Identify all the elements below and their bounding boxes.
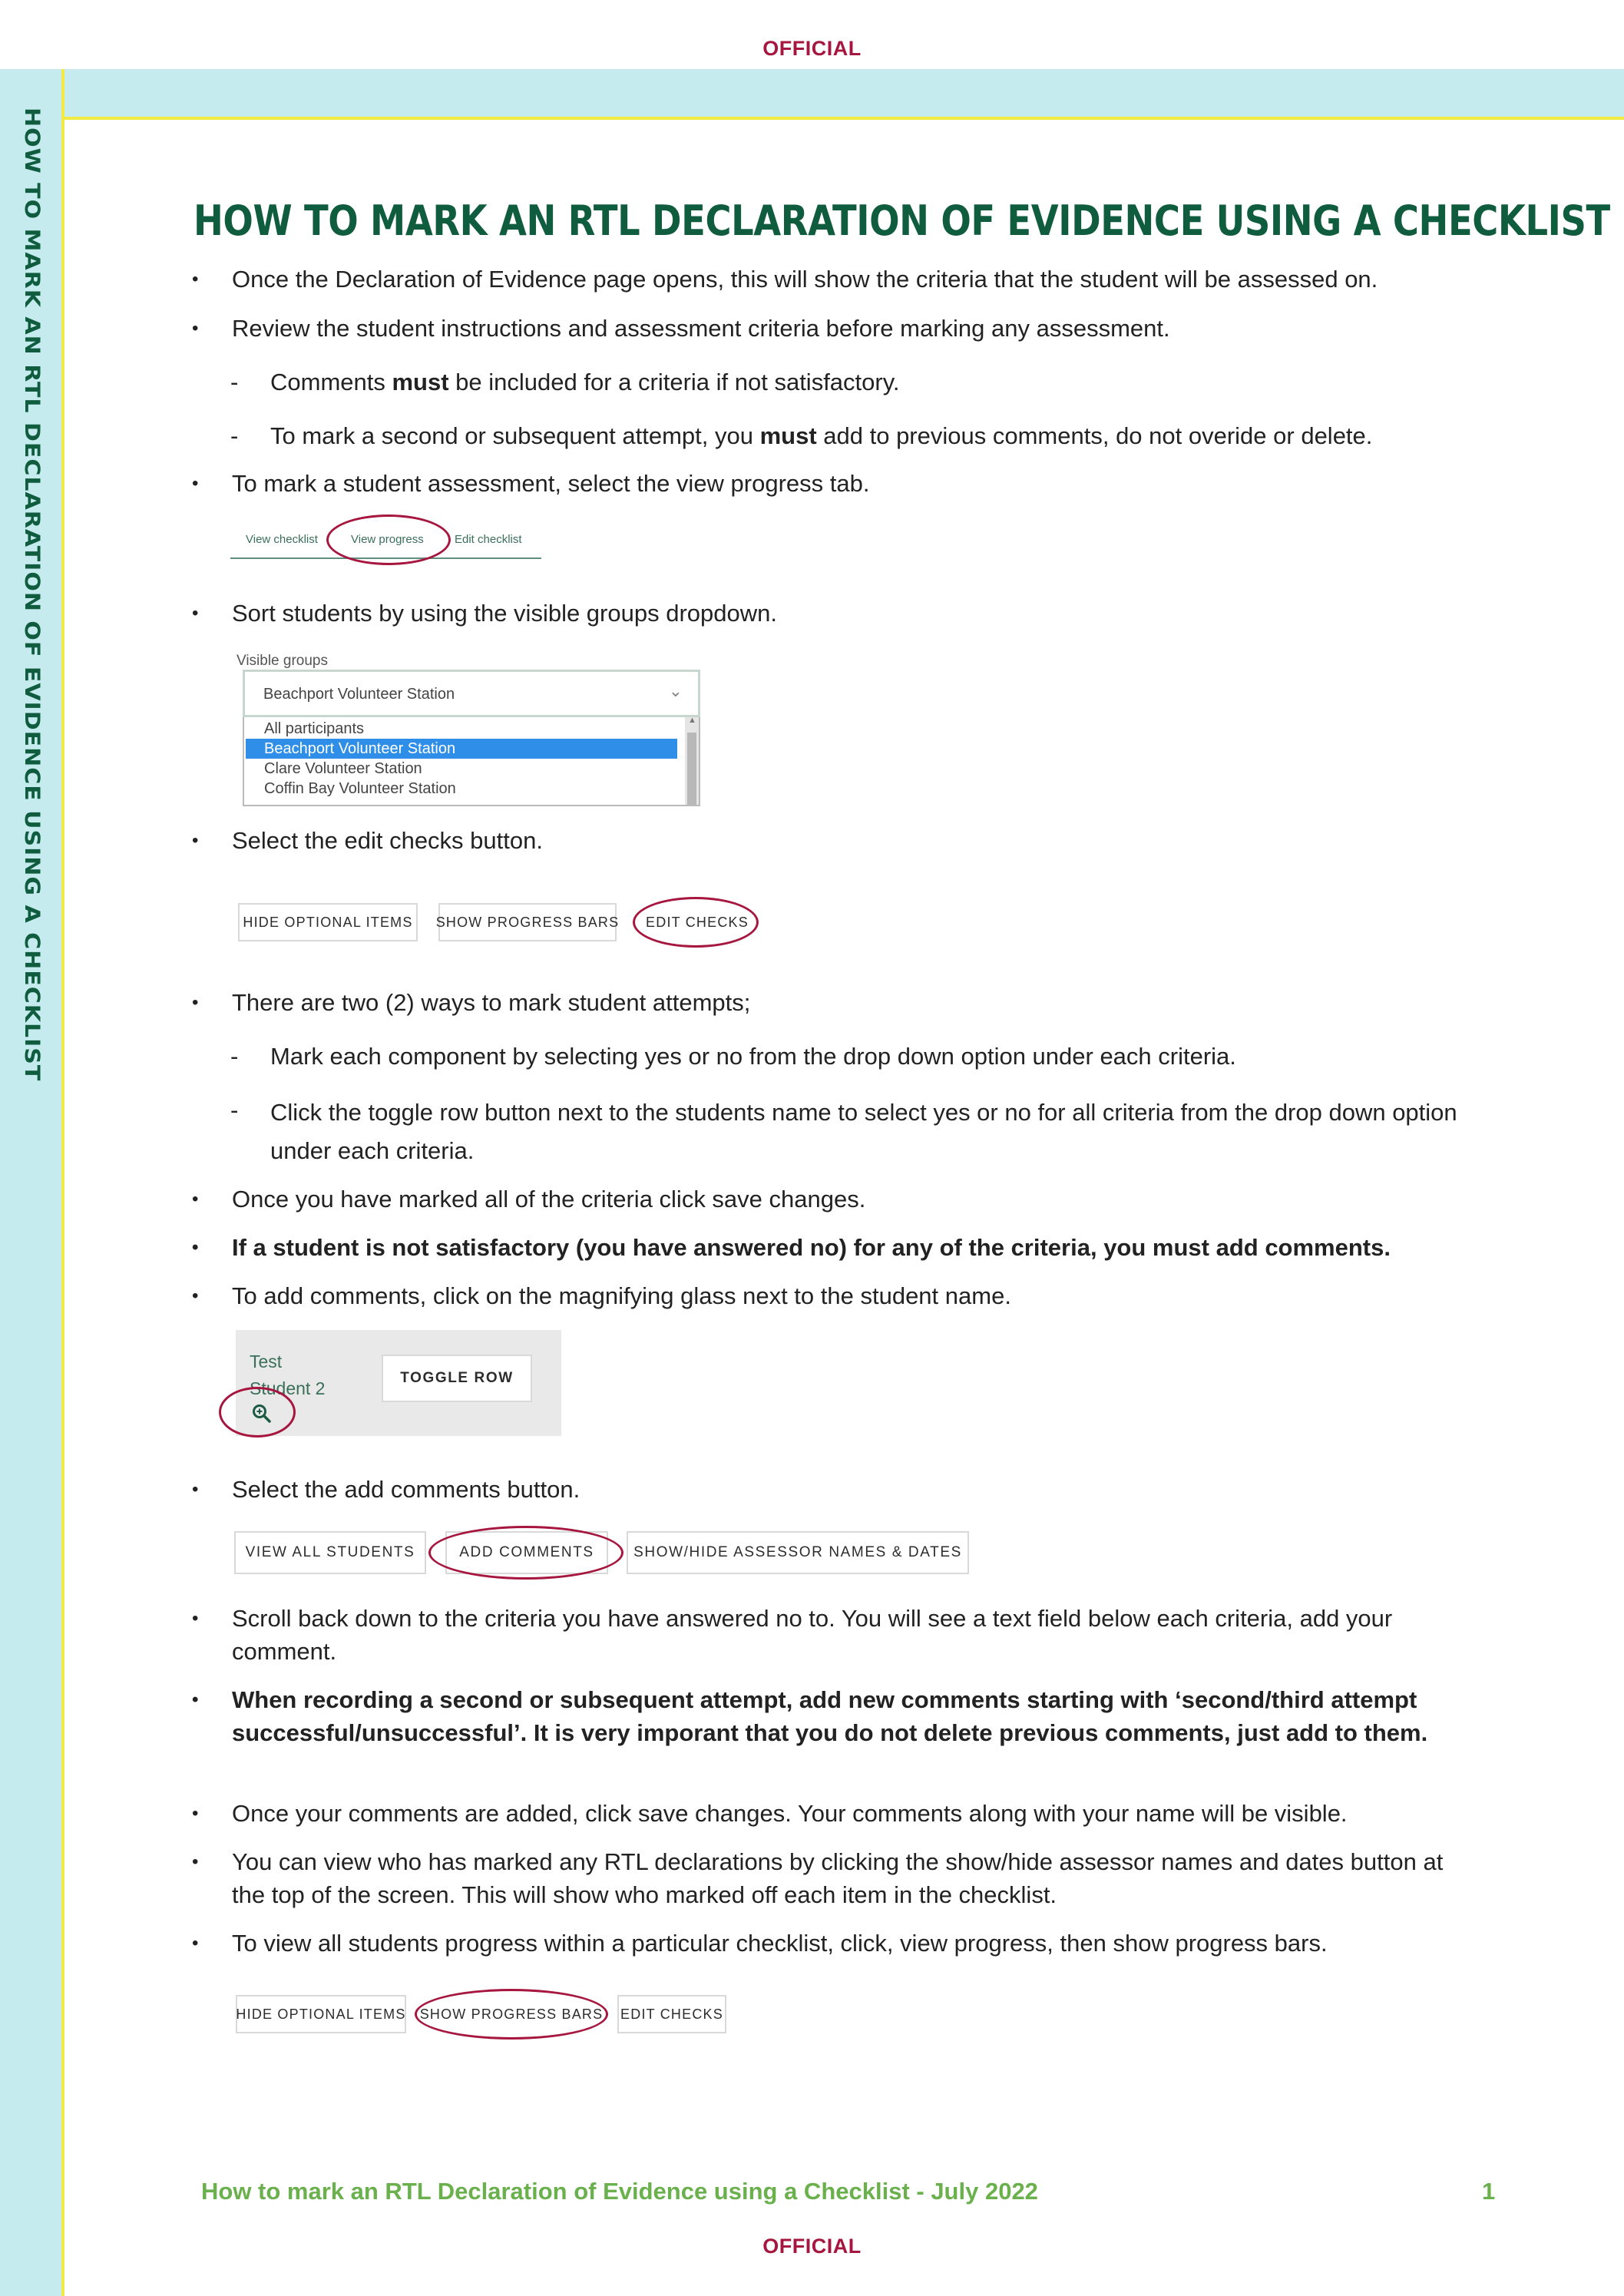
option-item[interactable]: Clare Volunteer Station [264, 760, 422, 777]
scrollbar-thumb[interactable] [687, 733, 696, 806]
highlight-oval [428, 1526, 623, 1580]
list-item: • Review the student instructions and assessment criteria before marking any assessment. [193, 312, 1476, 345]
highlight-oval [326, 514, 451, 565]
list-item: • If a student is not satisfactory (you have answered no) for any of the criteria, you must add comments. [193, 1231, 1476, 1264]
hide-optional-items-button[interactable]: HIDE OPTIONAL ITEMS [238, 903, 418, 941]
side-title: HOW TO MARK AN RTL DECLARATION OF EVIDENCE USING A CHECKLIST [20, 108, 45, 1082]
list-item: • Scroll back down to the criteria you have answered no to. You will see a text field below each criteria, add your comment. [193, 1602, 1476, 1668]
list-item: • Once you have marked all of the criteria click save changes. [193, 1183, 1476, 1216]
page-number: 1 [1482, 2178, 1496, 2205]
visible-groups-options [243, 717, 700, 806]
highlight-oval [633, 897, 759, 948]
list-item: • You can view who has marked any RTL declarations by clicking the show/hide assessor names and dates button at the top of the screen. This will show who marked off each item in the checklist. [193, 1845, 1453, 1911]
add-comments-button[interactable]: ADD COMMENTS [445, 1531, 608, 1574]
show-progress-bars-button[interactable]: SHOW PROGRESS BARS [421, 1995, 602, 2033]
option-item[interactable]: All participants [264, 720, 365, 737]
hide-optional-items-button[interactable]: HIDE OPTIONAL ITEMS [236, 1995, 406, 2033]
student-name[interactable]: Test Student 2 [250, 1351, 326, 1398]
show-hide-assessor-names-button[interactable]: SHOW/HIDE ASSESSOR NAMES & DATES [627, 1531, 969, 1574]
list-item: • There are two (2) ways to mark student attempts; [193, 986, 1476, 1019]
list-item: • Select the add comments button. [193, 1473, 1476, 1506]
visible-groups-select[interactable]: Beachport Volunteer Station ⌄ [243, 670, 700, 717]
option-item[interactable]: Coffin Bay Volunteer Station [264, 780, 456, 797]
classification-footer: OFFICIAL [762, 2235, 862, 2258]
footer-title: How to mark an RTL Declaration of Evidence using a Checklist - July 2022 [201, 2178, 1038, 2205]
toggle-row-button[interactable]: TOGGLE ROW [382, 1355, 532, 1402]
sub-list-item: - Mark each component by selecting yes or no from the drop down option under each criteria. [230, 1040, 1476, 1073]
tab-view-progress[interactable]: View progress [351, 533, 424, 546]
list-item: • To view all students progress within a particular checklist, click, view progress, then show progress bars. [193, 1927, 1476, 1960]
scrollbar[interactable] [685, 717, 699, 806]
option-item-selected[interactable]: Beachport Volunteer Station [246, 739, 677, 759]
view-all-students-button[interactable]: VIEW ALL STUDENTS [234, 1531, 426, 1574]
tab-edit-checklist[interactable]: Edit checklist [455, 533, 522, 546]
scroll-up-icon: ▲ [688, 717, 696, 725]
list-item: • When recording a second or subsequent attempt, add new comments starting with ‘second/third attempt successful/unsuccessful’. It is very imporant that you do not delete previous comments, just add to them. [193, 1683, 1430, 1749]
show-progress-bars-button[interactable]: SHOW PROGRESS BARS [438, 903, 617, 941]
visible-groups-label: Visible groups [236, 653, 329, 669]
tab-view-checklist[interactable]: View checklist [246, 533, 318, 546]
classification-header: OFFICIAL [762, 37, 862, 60]
highlight-oval [415, 1989, 608, 2040]
list-item: • Sort students by using the visible groups dropdown. [193, 597, 1476, 630]
chevron-down-icon: ⌄ [668, 681, 683, 700]
list-item: • To add comments, click on the magnifying glass next to the student name. [193, 1279, 1476, 1312]
edit-checks-button[interactable]: EDIT CHECKS [642, 903, 752, 941]
highlight-oval [219, 1387, 296, 1437]
list-item: • To mark a student assessment, select the view progress tab. [193, 467, 1476, 500]
list-item: • Once your comments are added, click save changes. Your comments along with your name will be visible. [193, 1797, 1476, 1830]
sub-list-item: - To mark a second or subsequent attempt, you must add to previous comments, do not overide or delete. [230, 419, 1476, 452]
edit-checks-button[interactable]: EDIT CHECKS [617, 1995, 726, 2033]
list-item: • Select the edit checks button. [193, 824, 1476, 857]
sub-list-item: - Comments must be included for a criteria if not satisfactory. [230, 366, 1476, 399]
top-band [0, 69, 1624, 120]
list-item: • Once the Declaration of Evidence page opens, this will show the criteria that the student will be assessed on. [193, 263, 1476, 296]
page-title: HOW TO MARK AN RTL DECLARATION OF EVIDENCE USING A CHECKLIST [193, 197, 1610, 245]
sub-list-item: - Click the toggle row button next to the students name to select yes or no for all criteria from the drop down option under each criteria. [230, 1093, 1476, 1170]
